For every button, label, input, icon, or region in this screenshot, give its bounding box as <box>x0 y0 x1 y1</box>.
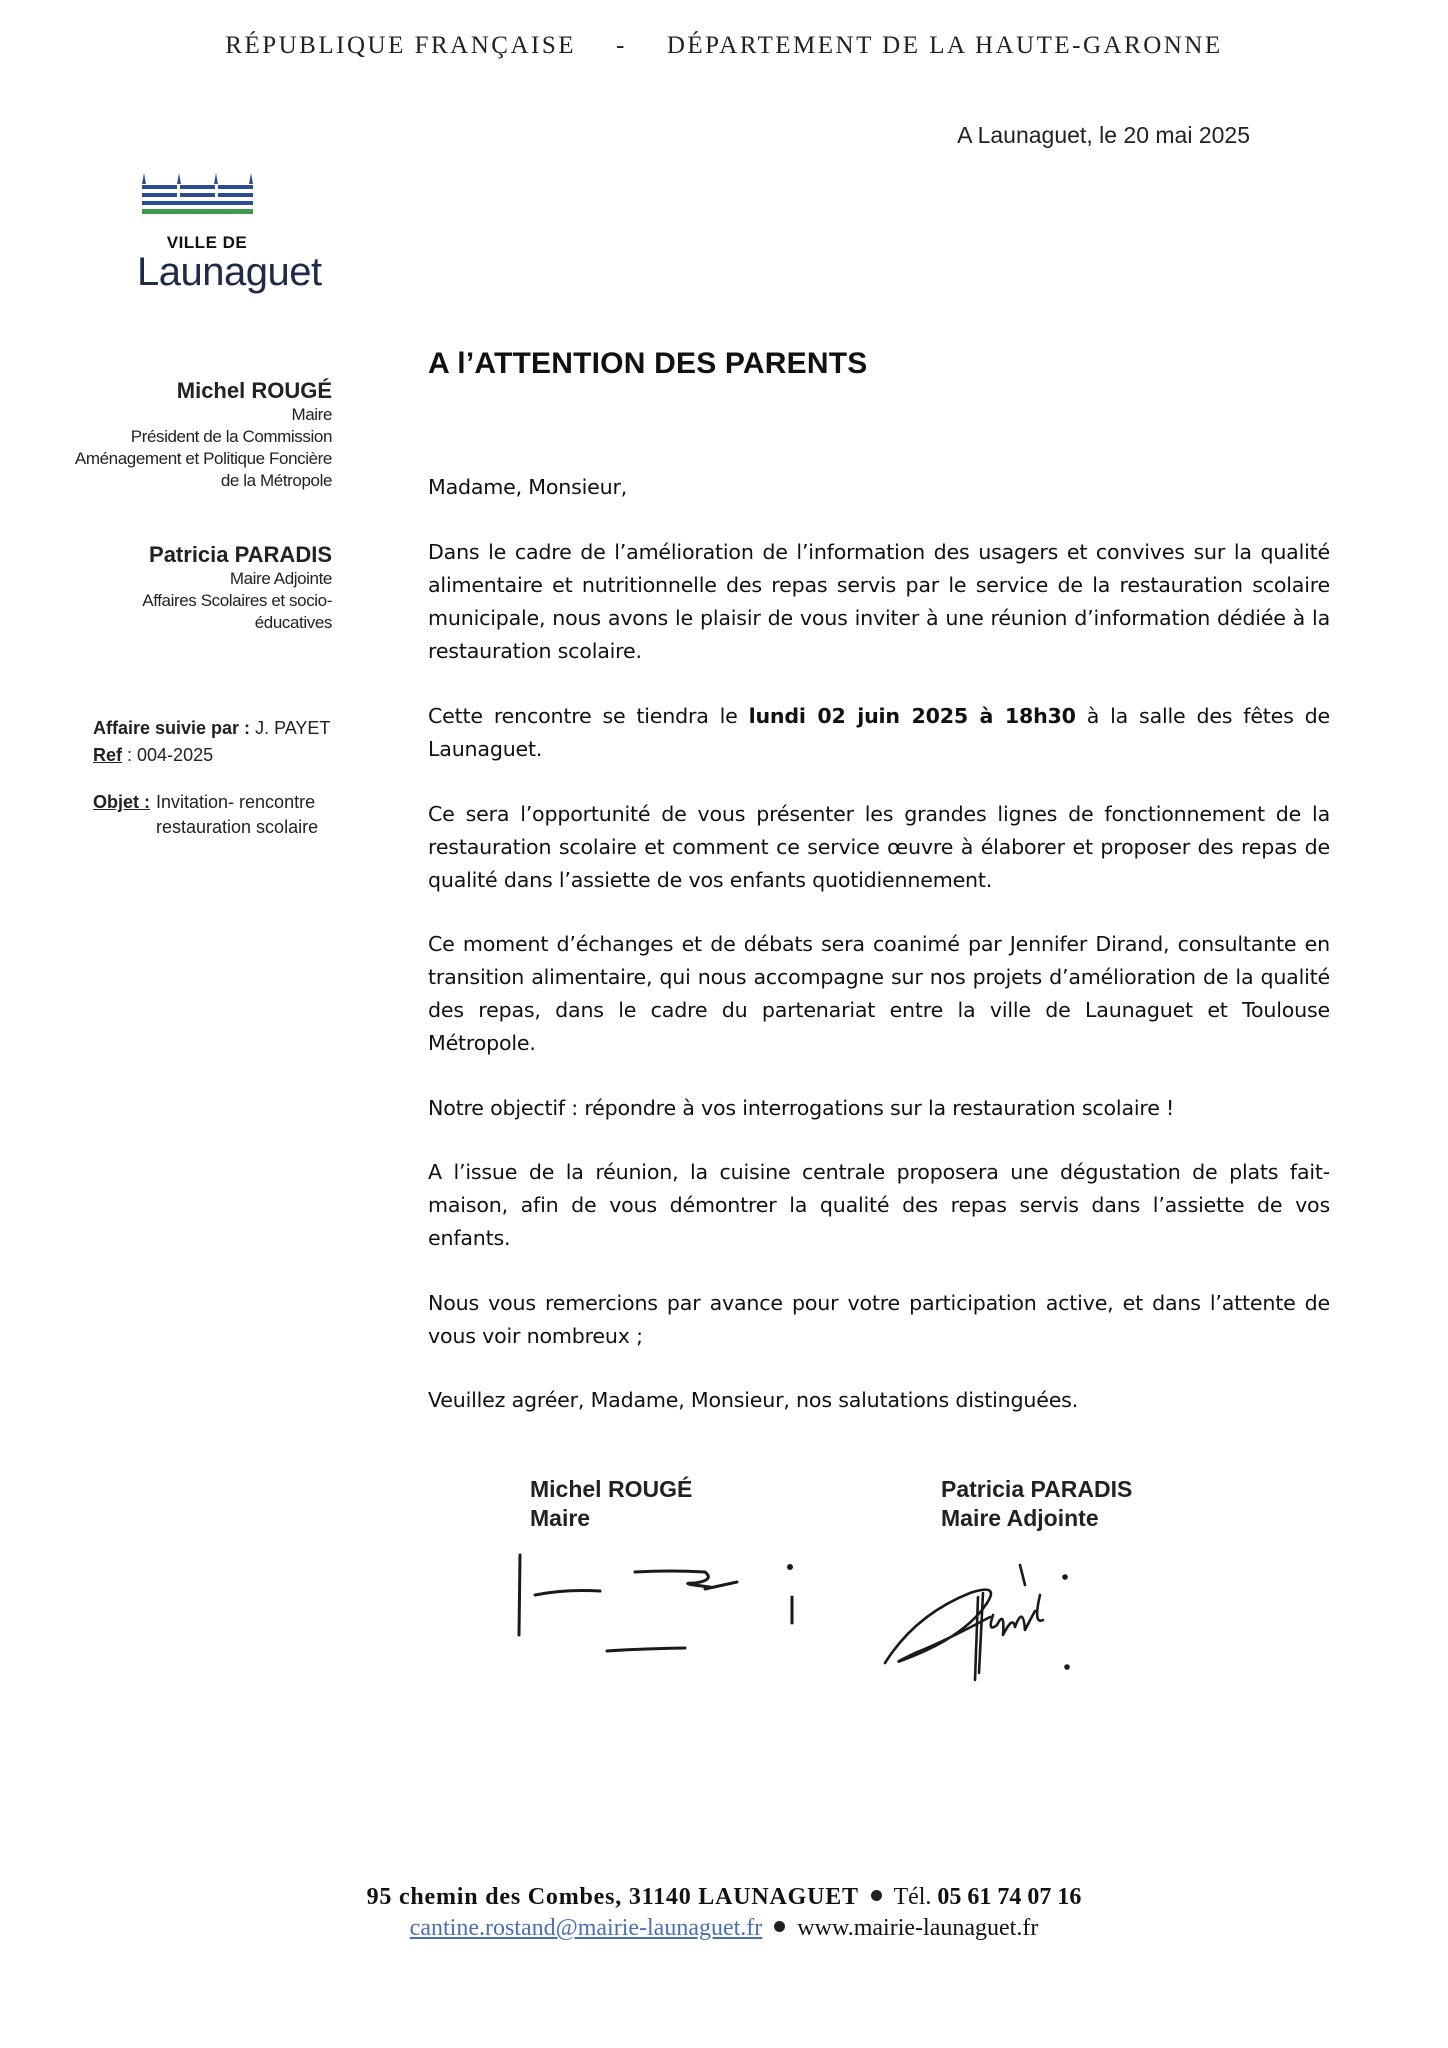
paragraph-3 <box>428 798 1330 897</box>
city-logo-mark <box>137 170 277 220</box>
ref-label: Ref <box>93 745 123 765</box>
mayor-role-line: Aménagement et Politique Foncière <box>74 449 332 468</box>
closing-formula <box>428 1384 1330 1417</box>
tel-label: Tél. <box>893 1884 932 1910</box>
paragraph-5 <box>428 1092 1330 1125</box>
signer-name-deputy: Patricia PARADIS <box>941 1476 1133 1502</box>
ref-value: : 004-2025 <box>127 745 214 765</box>
deputy-signature-image <box>875 1545 1105 1690</box>
department-label: DÉPARTEMENT DE LA HAUTE-GARONNE <box>666 32 1223 59</box>
salutation-text: Madame, Monsieur, <box>428 475 628 499</box>
paragraph-4-text: Ce moment d’échanges et de débats sera coanimé par Jennifer Dirand, consultante en transition alimentaire, qui nous accompagne sur nos projets d’amélioration de la qualité des repas, dans le cadre du partenariat entre la ville de Launaguet et Toulouse Métropole. <box>428 932 1330 1055</box>
paragraph-7 <box>428 1287 1330 1353</box>
letter-title: A l’ATTENTION DES PARENTS <box>428 347 868 380</box>
paragraph-1-text: Dans le cadre de l’amélioration de l’information des usagers et convives sur la qualité alimentaire et nutritionnelle des repas servis par le service de la restauration scolaire municipale, nous avons le plaisir de vous inviter à une réunion d’information dédiée à la restauration scolaire. <box>428 540 1330 663</box>
paragraph-6-text: A l’issue de la réunion, la cuisine centrale proposera une dégustation de plats fait-maison, afin de vous démontrer la qualité des repas servis dans l’assiette de vos enfants. <box>428 1160 1330 1250</box>
logo-city-name: Launaguet <box>137 250 322 294</box>
salutation <box>428 471 1330 504</box>
meeting-datetime: lundi 02 juin 2025 à 18h30 <box>748 704 1076 728</box>
footer-email-link[interactable]: cantine.rostand@mairie-launaguet.fr <box>409 1915 763 1941</box>
deputy-role-line: Affaires Scolaires et socio-éducatives <box>142 591 332 632</box>
p2-before: Cette rencontre se tiendra le <box>428 704 749 728</box>
header-separator: - <box>616 32 627 59</box>
mayor-name: Michel ROUGÉ <box>176 378 332 403</box>
deputy-title: Maire Adjointe <box>229 569 332 588</box>
footer-website[interactable]: www.mairie-launaguet.fr <box>797 1915 1039 1941</box>
logo-top-text: VILLE DE <box>166 233 248 252</box>
bullet-dot-icon <box>871 1890 882 1901</box>
signature-block-mayor <box>530 1475 692 1533</box>
mayor-title: Maire <box>291 405 332 424</box>
deputy-name: Patricia PARADIS <box>149 542 332 567</box>
letter-footer <box>0 1882 1448 1944</box>
paragraph-2 <box>428 700 1330 766</box>
footer-phone: 05 61 74 07 16 <box>937 1884 1082 1910</box>
republic-header <box>0 32 1448 60</box>
letter-date: A Launaguet, le 20 mai 2025 <box>957 122 1250 148</box>
mayor-signature-image <box>505 1545 835 1670</box>
signer-title-mayor: Maire <box>530 1505 591 1531</box>
paragraph-4 <box>428 928 1330 1060</box>
signer-title-deputy: Maire Adjointe <box>941 1505 1099 1531</box>
closing-text: Veuillez agréer, Madame, Monsieur, nos salutations distinguées. <box>428 1388 1079 1412</box>
sidebar-person-mayor <box>70 378 332 492</box>
mayor-role-line: Président de la Commission <box>130 427 332 446</box>
mayor-role-line: de la Métropole <box>220 471 332 490</box>
affaire-value: J. PAYET <box>255 718 331 738</box>
signature-block-deputy <box>941 1475 1132 1533</box>
sidebar-person-deputy <box>70 542 332 634</box>
affaire-label: Affaire suivie par : <box>93 718 251 738</box>
footer-address: 95 chemin des Combes, 31140 LAUNAGUET <box>366 1884 859 1910</box>
case-reference <box>93 715 373 769</box>
objet-value: Invitation- rencontre restauration scolaire <box>156 792 319 837</box>
paragraph-6 <box>428 1156 1330 1255</box>
signer-name-mayor: Michel ROUGÉ <box>530 1476 693 1502</box>
republic-label: RÉPUBLIQUE FRANÇAISE <box>225 32 577 59</box>
objet-label: Objet : <box>93 792 150 812</box>
paragraph-1 <box>428 536 1330 668</box>
subject-block <box>93 790 373 840</box>
p2-after: à la salle des fêtes de Launaguet. <box>428 704 1330 761</box>
paragraph-3-text: Ce sera l’opportunité de vous présenter les grandes lignes de fonctionnement de la restauration scolaire et comment ce service œuvre à élaborer et proposer des repas de qualité dans l’assiette de vos enfants quotidiennement. <box>428 802 1330 892</box>
city-logo <box>137 170 322 294</box>
paragraph-7-text: Nous vous remercions par avance pour votre participation active, et dans l’attente de vous voir nombreux ; <box>428 1291 1330 1348</box>
bullet-dot-icon <box>774 1921 785 1932</box>
paragraph-5-text: Notre objectif : répondre à vos interrogations sur la restauration scolaire ! <box>428 1096 1175 1120</box>
